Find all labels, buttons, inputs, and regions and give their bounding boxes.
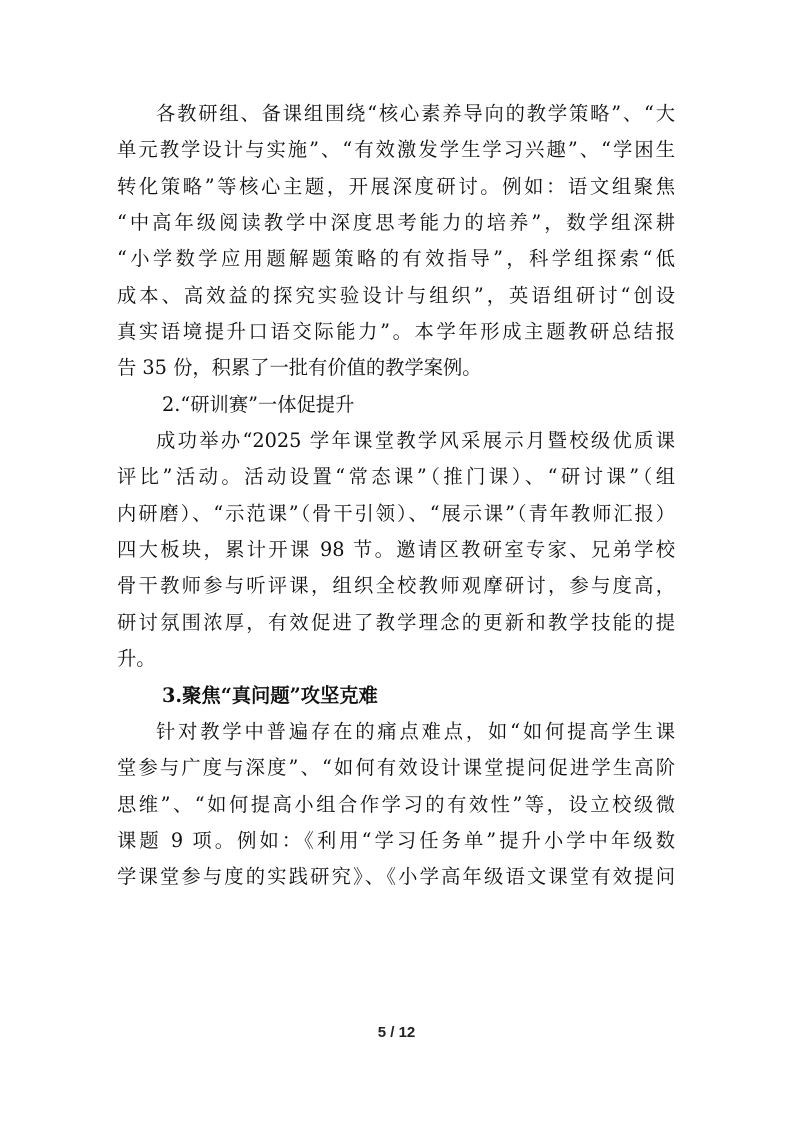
paragraph-line: 内研磨）、“示范课”（骨干引领）、“展示课”（青年教师汇报） bbox=[117, 501, 675, 525]
paragraph-line: 课题 9 项。例如：《利用“学习任务单”提升小学中年级数 bbox=[117, 828, 675, 852]
paragraph-line: 成功举办“2025 学年课堂教学风采展示月暨校级优质课 bbox=[156, 429, 675, 453]
paragraph-line: 思维”、“如何提高小组合作学习的有效性”等，设立校级微 bbox=[117, 792, 675, 816]
paragraph-line: “小学数学应用题解题策略的有效指导”，科学组探索“低 bbox=[117, 247, 675, 271]
paragraph-line: “中高年级阅读教学中深度思考能力的培养”，数学组深耕 bbox=[117, 211, 675, 235]
section-heading: 2.“研训赛”一体促提升 bbox=[162, 392, 355, 416]
paragraph-line: 成本、高效益的探究实验设计与组织”，英语组研讨“创设 bbox=[117, 283, 675, 307]
paragraph-line: 告 35 份，积累了一批有价值的教学案例。 bbox=[117, 356, 482, 380]
paragraph-line: 四大板块，累计开课 98 节。邀请区教研室专家、兄弟学校 bbox=[117, 538, 675, 562]
document-body bbox=[117, 96, 675, 896]
paragraph-line: 单元教学设计与实施”、“有效激发学生学习兴趣”、“学困生 bbox=[117, 138, 675, 162]
paragraph-line: 学课堂参与度的实践研究》、《小学高年级语文课堂有效提问 bbox=[117, 865, 675, 889]
paragraph-line: 各教研组、备课组围绕“核心素养导向的教学策略”、“大 bbox=[156, 102, 675, 125]
page-number: 5 / 12 bbox=[377, 1024, 416, 1041]
paragraph-line: 评比”活动。活动设置“常态课”（推门课）、“研讨课”（组 bbox=[117, 465, 675, 489]
section-heading: 3.聚焦“真问题”攻坚克难 bbox=[162, 683, 378, 707]
paragraph-line: 升。 bbox=[117, 647, 156, 671]
paragraph-line: 研讨氛围浓厚，有效促进了教学理念的更新和教学技能的提 bbox=[117, 610, 675, 634]
paragraph-line: 骨干教师参与听评课，组织全校教师观摩研讨，参与度高， bbox=[117, 574, 675, 598]
paragraph-line: 转化策略”等核心主题，开展深度研讨。例如：语文组聚焦 bbox=[117, 174, 675, 198]
paragraph-line: 堂参与广度与深度”、“如何有效设计课堂提问促进学生高阶 bbox=[117, 756, 675, 780]
paragraph-line: 针对教学中普遍存在的痛点难点，如“如何提高学生课 bbox=[156, 719, 675, 743]
paragraph-line: 真实语境提升口语交际能力”。本学年形成主题教研总结报 bbox=[117, 320, 675, 344]
